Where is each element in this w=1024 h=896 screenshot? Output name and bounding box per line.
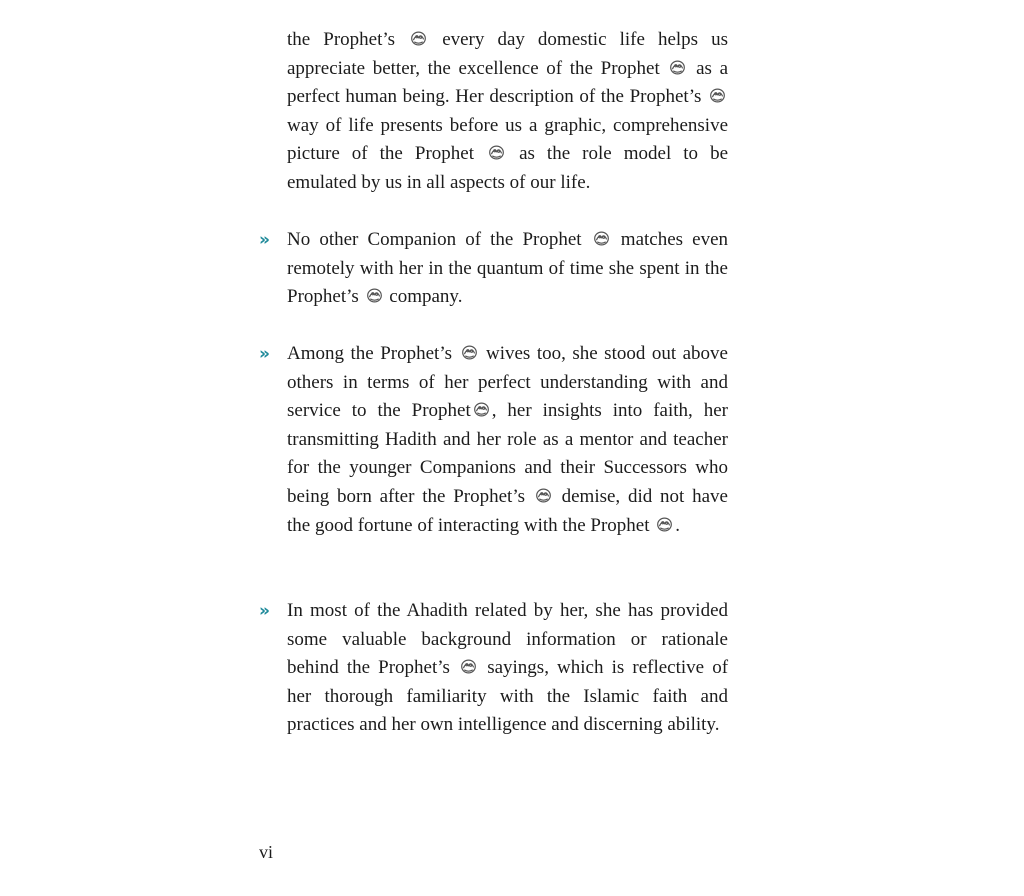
bullet-marker: »: [259, 230, 270, 250]
paragraph-text: as the role model to be emulated by us in all aspects of our life.: [287, 143, 728, 193]
salawat-calligraphy-icon: [410, 30, 427, 47]
paragraph-text: wives too, she stood out above others in terms of her perfect understanding with and service to the Prophet: [287, 343, 728, 422]
paragraph-4: [287, 597, 728, 740]
paragraph-text: , her insights into faith, her transmitting Hadith and her role as a mentor and teacher for the younger Companions and their Successors who being born after the Prophet’s: [287, 400, 728, 507]
paragraph-1: [287, 26, 728, 198]
paragraph-text: as a perfect human being. Her description of the Prophet’s: [287, 57, 729, 108]
paragraph-text: sayings, which is reflective of her thorough familiarity with the Islamic faith and practices and her own intelligence and discerning ability.: [287, 657, 729, 736]
paragraph-text: matches even remotely with her in the quantum of time she spent in the Prophet’s: [287, 229, 729, 308]
salawat-calligraphy-icon: [709, 87, 726, 104]
salawat-calligraphy-icon: [473, 401, 490, 418]
paragraph-text: Among the Prophet’s: [287, 343, 452, 364]
salawat-calligraphy-icon: [593, 230, 610, 247]
salawat-calligraphy-icon: [535, 487, 552, 504]
paragraph-text: No other Companion of the Prophet: [287, 229, 582, 250]
paragraph-text: every day domestic life helps us appreciate better, the excellence of the Prophet: [287, 29, 729, 79]
salawat-calligraphy-icon: [366, 287, 383, 304]
salawat-calligraphy-icon: [656, 516, 673, 533]
paragraph-text: .: [675, 514, 680, 536]
bullet-marker: »: [259, 344, 270, 364]
bullet-marker: »: [259, 601, 270, 621]
paragraph-text: way of life presents before us a graphic, comprehensive picture of the Prophet: [287, 114, 728, 165]
salawat-calligraphy-icon: [669, 59, 686, 76]
paragraph-text: In most of the Ahadith related by her, she has provided some valuable background information or rationale behind the Prophet’s: [287, 600, 728, 679]
salawat-calligraphy-icon: [488, 144, 505, 161]
paragraph-2: [287, 226, 728, 312]
salawat-calligraphy-icon: [461, 344, 478, 361]
salawat-calligraphy-icon: [460, 658, 477, 675]
paragraph-text: demise, did not have the good fortune of interacting with the Prophet: [287, 485, 728, 536]
paragraph-3: [287, 340, 728, 540]
page-number: vi: [259, 842, 274, 862]
paragraph-text: the Prophet’s: [287, 29, 396, 50]
paragraph-text: company.: [389, 286, 463, 308]
